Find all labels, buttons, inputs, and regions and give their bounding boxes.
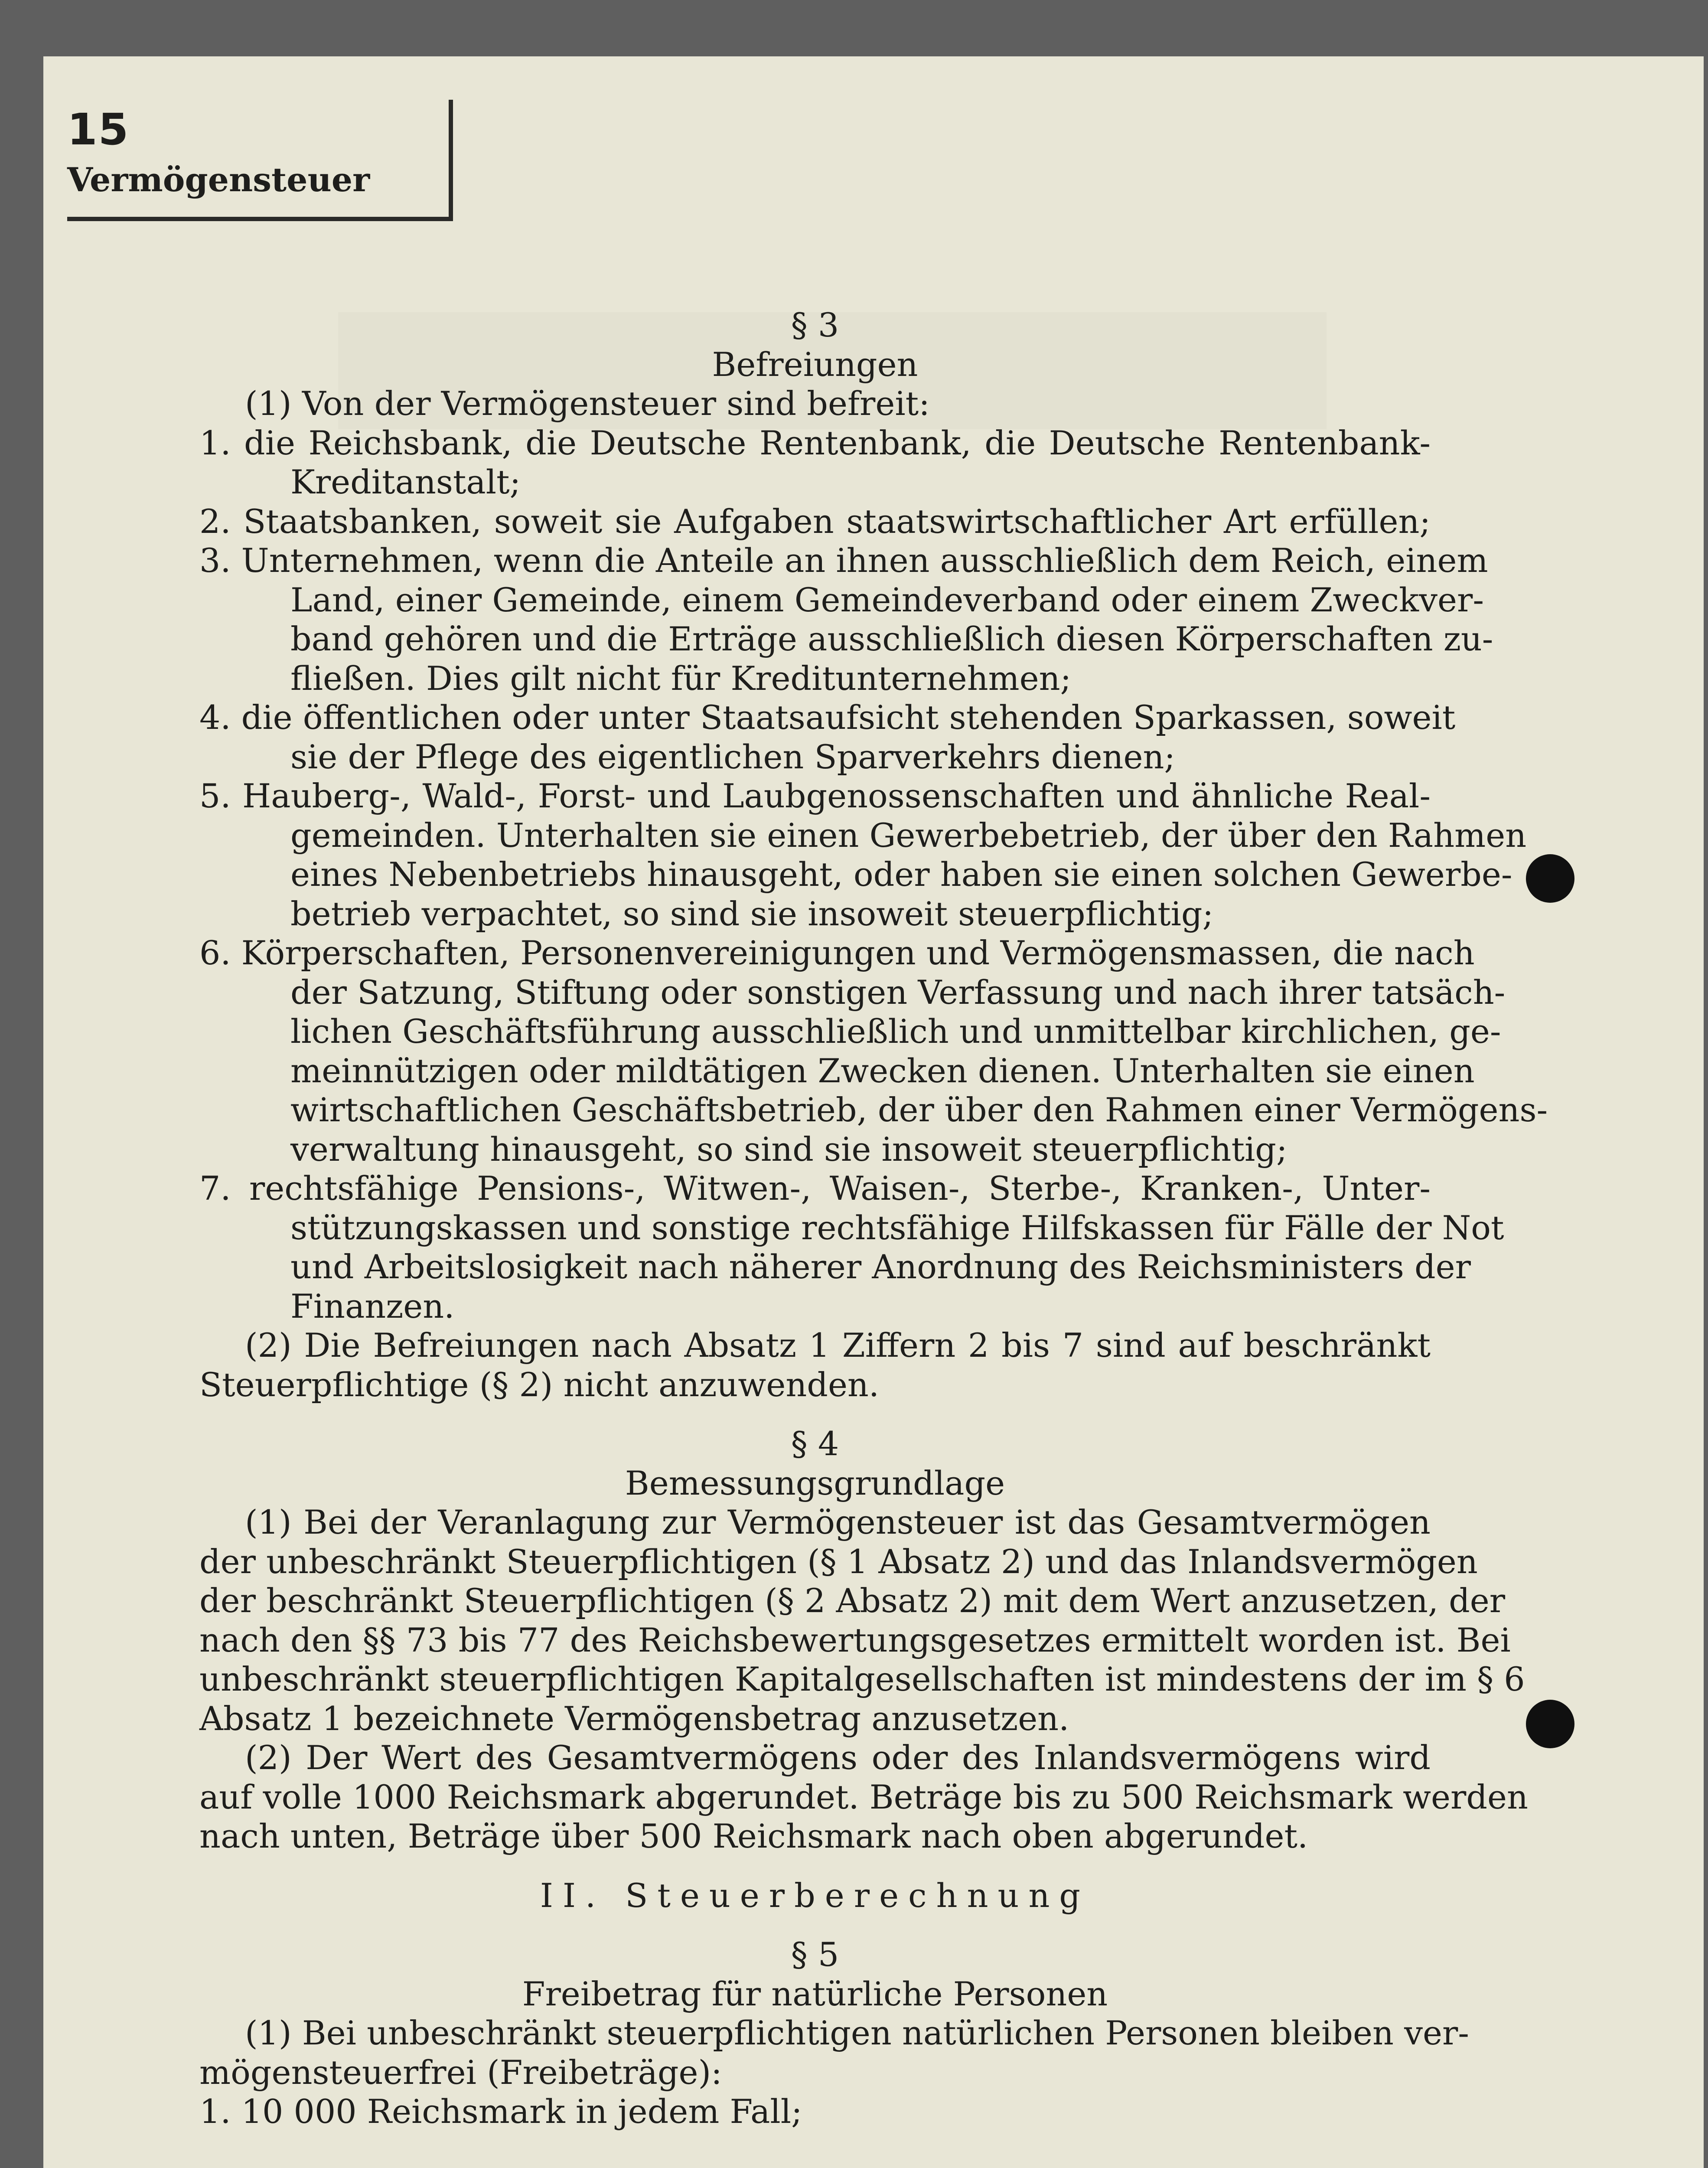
sec4-line: (2) Der Wert des Gesamtvermögens oder des Inlandsvermögens wird (245, 1738, 1431, 1777)
sec3-line: stützungskassen und sonstige rechtsfähige Hilfskassen für Fälle der Not (290, 1208, 1504, 1247)
sec3-line: 5. Hauberg-, Wald-, Forst- und Laubgenossenschaften und ähnliche Real- (199, 777, 1431, 815)
sec3-line: 1. die Reichsbank, die Deutsche Rentenbank, die Deutsche Rentenbank- (199, 423, 1431, 462)
sec3-line: 6. Körperschaften, Personenvereinigungen und Vermögensmassen, die nach (199, 934, 1475, 972)
sec4-title: § 4 (791, 1424, 839, 1463)
sec4-subtitle: Bemessungsgrundlage (625, 1463, 1005, 1502)
sec5-line: (1) Bei unbeschränkt steuerpflichtigen natürlichen Personen bleiben ver- (245, 2014, 1469, 2052)
sec3-subtitle: Befreiungen (712, 345, 918, 384)
sec3-line: betrieb verpachtet, so sind sie insoweit steuerpflichtig; (290, 894, 1214, 933)
section-number: 15 (67, 104, 130, 155)
header-tab (67, 100, 453, 221)
punch-hole (1526, 854, 1574, 903)
sec4-line: unbeschränkt steuerpflichtigen Kapitalgesellschaften ist mindestens der im § 6 (199, 1660, 1525, 1698)
sec3-line: (2) Die Befreiungen nach Absatz 1 Ziffern 2 bis 7 sind auf beschränkt (245, 1326, 1431, 1365)
sec3-line: Steuerpflichtige (§ 2) nicht anzuwenden. (199, 1365, 880, 1404)
sec5-subtitle: Freibetrag für natürliche Personen (522, 1974, 1108, 2013)
sec3-line: der Satzung, Stiftung oder sonstigen Verfassung und nach ihrer tatsäch- (290, 973, 1506, 1012)
sec3-line: band gehören und die Erträge ausschließlich diesen Körperschaften zu- (290, 620, 1493, 658)
sec3-line: meinnützigen oder mildtätigen Zwecken dienen. Unterhalten sie einen (290, 1051, 1475, 1090)
sec4-line: auf volle 1000 Reichsmark abgerundet. Beträge bis zu 500 Reichsmark werden (199, 1777, 1528, 1816)
sec3-line: und Arbeitslosigkeit nach näherer Anordnung des Reichsministers der (290, 1247, 1471, 1286)
sec5-title: § 5 (791, 1935, 839, 1974)
sec3-line: gemeinden. Unterhalten sie einen Gewerbebetrieb, der über den Rahmen (290, 816, 1527, 855)
sec5-line: 1. 10 000 Reichsmark in jedem Fall; (199, 2092, 802, 2131)
sec3-line: 7. rechtsfähige Pensions-, Witwen-, Waisen-, Sterbe-, Kranken-, Unter- (199, 1169, 1431, 1208)
sec3-line: 2. Staatsbanken, soweit sie Aufgaben staatswirtschaftlicher Art erfüllen; (199, 502, 1431, 541)
punch-hole (1526, 1700, 1574, 1748)
sec3-line: 3. Unternehmen, wenn die Anteile an ihnen ausschließlich dem Reich, einem (199, 541, 1488, 580)
sec4-line: (1) Bei der Veranlagung zur Vermögensteuer ist das Gesamtvermögen (245, 1503, 1431, 1541)
sec4-line: Absatz 1 bezeichnete Vermögensbetrag anzusetzen. (199, 1699, 1069, 1738)
sec4-line: der beschränkt Steuerpflichtigen (§ 2 Absatz 2) mit dem Wert anzusetzen, der (199, 1581, 1506, 1620)
part-heading: II. Steuerberechnung (540, 1876, 1090, 1915)
sec3-line: (1) Von der Vermögensteuer sind befreit: (245, 384, 930, 423)
sec4-line: nach unten, Beträge über 500 Reichsmark nach oben abgerundet. (199, 1817, 1308, 1855)
sec3-line: eines Nebenbetriebs hinausgeht, oder haben sie einen solchen Gewerbe- (290, 855, 1512, 894)
sec3-line: wirtschaftlichen Geschäftsbetrieb, der über den Rahmen einer Vermögens- (290, 1091, 1548, 1129)
sec5-line: mögensteuerfrei (Freibeträge): (199, 2053, 722, 2092)
sec3-title: § 3 (791, 306, 839, 344)
sec4-line: nach den §§ 73 bis 77 des Reichsbewertungsgesetzes ermittelt worden ist. Bei (199, 1620, 1511, 1659)
sec3-line: verwaltung hinausgeht, so sind sie insoweit steuerpflichtig; (290, 1130, 1288, 1169)
sec3-line: sie der Pflege des eigentlichen Sparverkehrs dienen; (290, 737, 1176, 776)
sec3-line: Finanzen. (290, 1286, 455, 1326)
sec3-line: fließen. Dies gilt nicht für Kreditunternehmen; (290, 659, 1072, 698)
sec3-line: lichen Geschäftsführung ausschließlich und unmittelbar kirchlichen, ge- (290, 1012, 1501, 1051)
sec3-line: 4. die öffentlichen oder unter Staatsaufsicht stehenden Sparkassen, soweit (199, 698, 1456, 737)
sec3-line: Land, einer Gemeinde, einem Gemeindeverband oder einem Zweckver- (290, 580, 1484, 619)
body-text (199, 306, 1548, 2132)
sec3-line: Kreditanstalt; (290, 463, 521, 501)
section-label: Vermögensteuer (67, 160, 370, 199)
sec4-line: der unbeschränkt Steuerpflichtigen (§ 1 Absatz 2) und das Inlandsvermögen (199, 1542, 1478, 1581)
